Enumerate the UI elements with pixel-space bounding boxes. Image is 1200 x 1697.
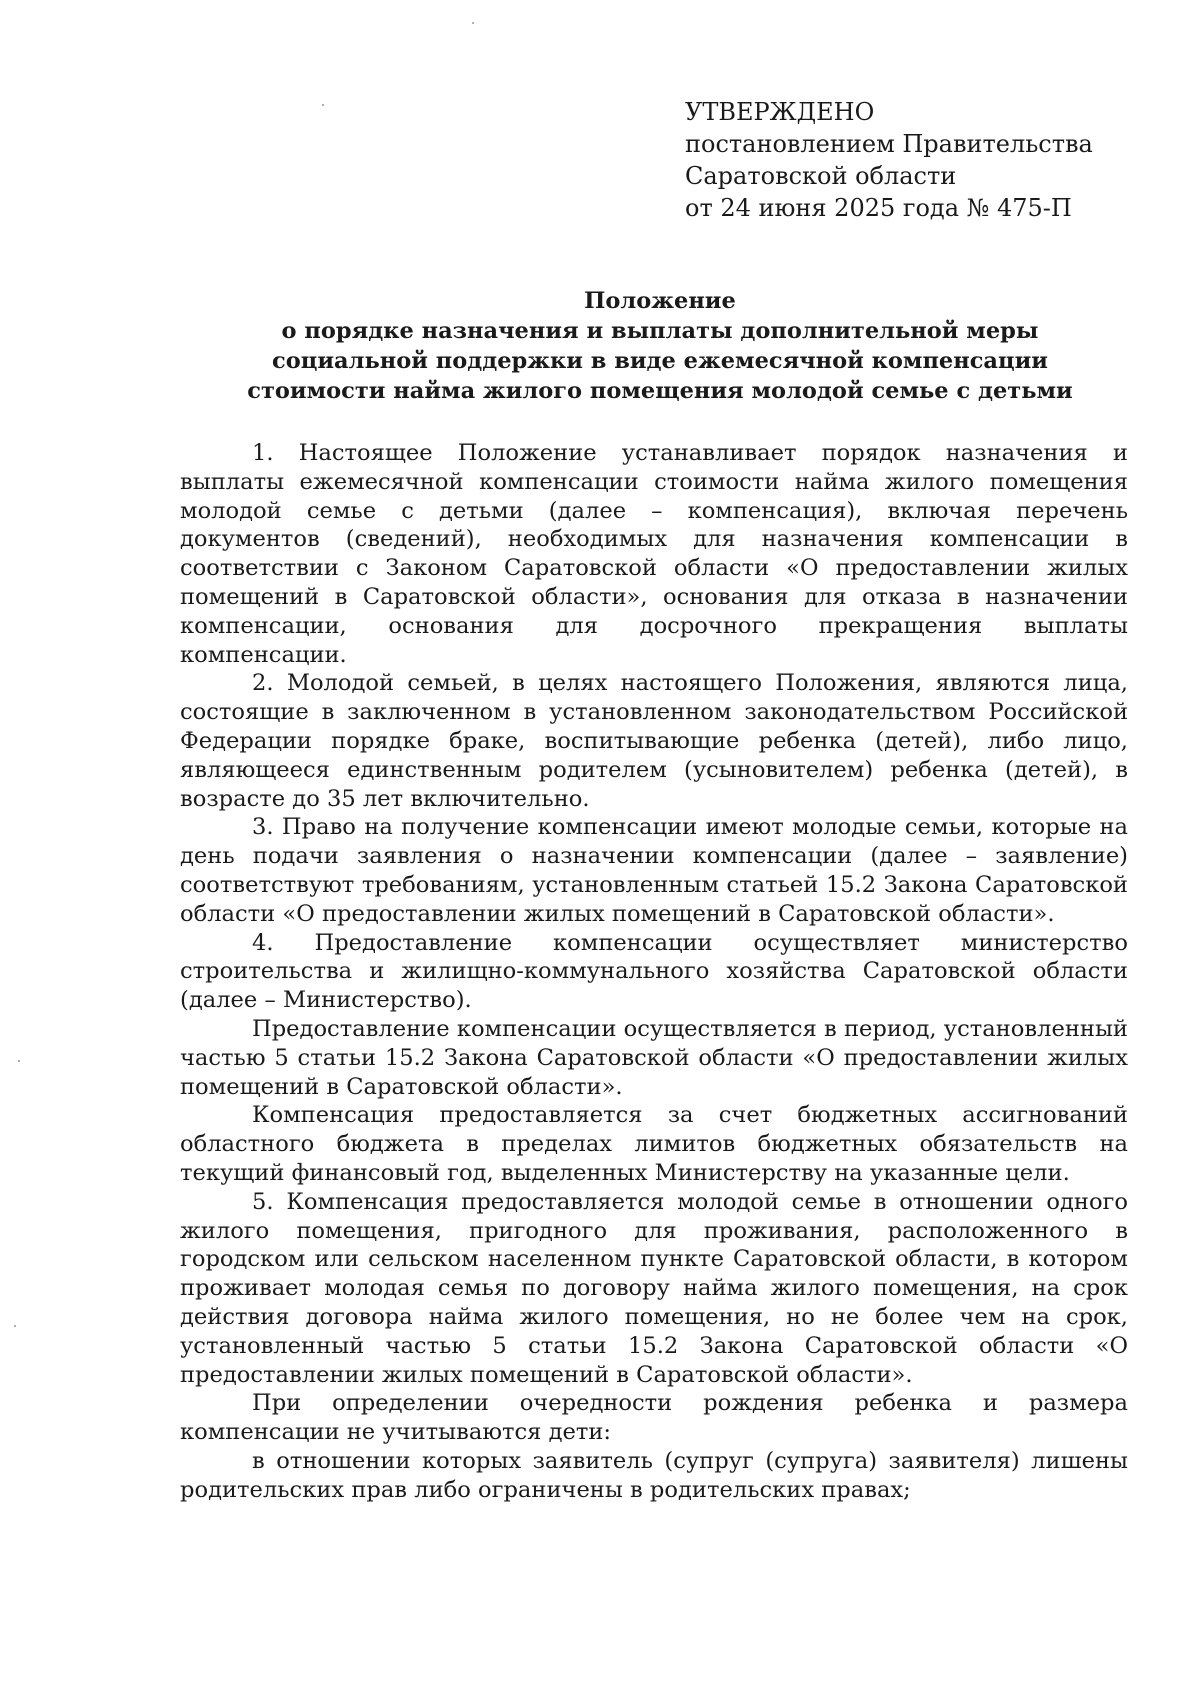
title-line-2: социальной поддержки в виде ежемесячной компенсации — [272, 348, 1048, 374]
approval-approved: УТВЕРЖДЕНО — [685, 98, 875, 126]
paragraph-5: 5. Компенсация предоставляется молодой семье в отношении одного жилого помещения, пригодного для проживания, расположенного в городском или сельском населенном пункте Саратовской области, в котором проживает молодая семья по договору найма жилого помещения, на срок действия договора найма жилого помещения, но не более чем на срок, установленный частью 5 статьи 15.2 Закона Саратовской области «О предоставлении жилых помещений в Саратовской области». — [180, 1188, 1128, 1388]
scan-speck — [18, 1060, 20, 1062]
paragraph-5-children: При определении очередности рождения ребенка и размера компенсации не учитываются дети: — [180, 1390, 1128, 1446]
scan-speck — [472, 22, 474, 24]
approval-by-resolution: постановлением Правительства — [685, 130, 1093, 158]
paragraph-2: 2. Молодой семьей, в целях настоящего Положения, являются лица, состоящие в заключенном в установленном законодательством Российской Федерации порядке браке, воспитывающие ребенка (детей), либо лицо, являющееся единственным родителем (усыновителем) ребенка (детей), в возрасте до 35 лет включительно. — [180, 670, 1128, 812]
scan-speck — [322, 104, 324, 106]
approval-stamp — [685, 96, 1165, 224]
paragraph-3: 3. Право на получение компенсации имеют молодые семьи, которые на день подачи заявления о назначении компенсации (далее – заявление) соответствуют требованиям, установленным статьей 15.2 Закона Саратовской области «О предоставлении жилых помещений в Саратовской области». — [180, 814, 1128, 927]
paragraph-5-exclusion: в отношении которых заявитель (супруг (супруга) заявителя) лишены родительских прав либо ограничены в родительских правах; — [180, 1447, 1128, 1503]
scan-speck — [14, 1325, 16, 1327]
paragraph-1: 1. Настоящее Положение устанавливает порядок назначения и выплаты ежемесячной компенсации стоимости найма жилого помещения молодой семье с детьми (далее – компенсация), включая перечень документов (сведений), необходимых для назначения компенсации в соответствии с Законом Саратовской области «О предоставлении жилых помещений в Саратовской области», основания для отказа в назначении компенсации, основания для досрочного прекращения выплаты компенсации. — [180, 440, 1128, 668]
approval-date-number: от 24 июня 2025 года № 475-П — [685, 194, 1072, 222]
paragraph-4-funding: Компенсация предоставляется за счет бюджетных ассигнований областного бюджета в пределах лимитов бюджетных обязательств на текущий финансовый год, выделенных Министерству на указанные цели. — [180, 1102, 1128, 1186]
document-title — [180, 286, 1140, 406]
title-line-3: стоимости найма жилого помещения молодой семье с детьми — [247, 378, 1073, 404]
title-heading: Положение — [584, 288, 736, 314]
approval-region: Саратовской области — [685, 162, 957, 190]
paragraph-4: 4. Предоставление компенсации осуществляет министерство строительства и жилищно-коммунального хозяйства Саратовской области (далее – Министерство). — [180, 929, 1128, 1014]
document-body — [180, 439, 1128, 1504]
title-line-1: о порядке назначения и выплаты дополнительной меры — [281, 318, 1039, 344]
paragraph-4-period: Предоставление компенсации осуществляется в период, установленный частью 5 статьи 15.2 Закона Саратовской области «О предоставлении жилых помещений в Саратовской области». — [180, 1015, 1128, 1100]
